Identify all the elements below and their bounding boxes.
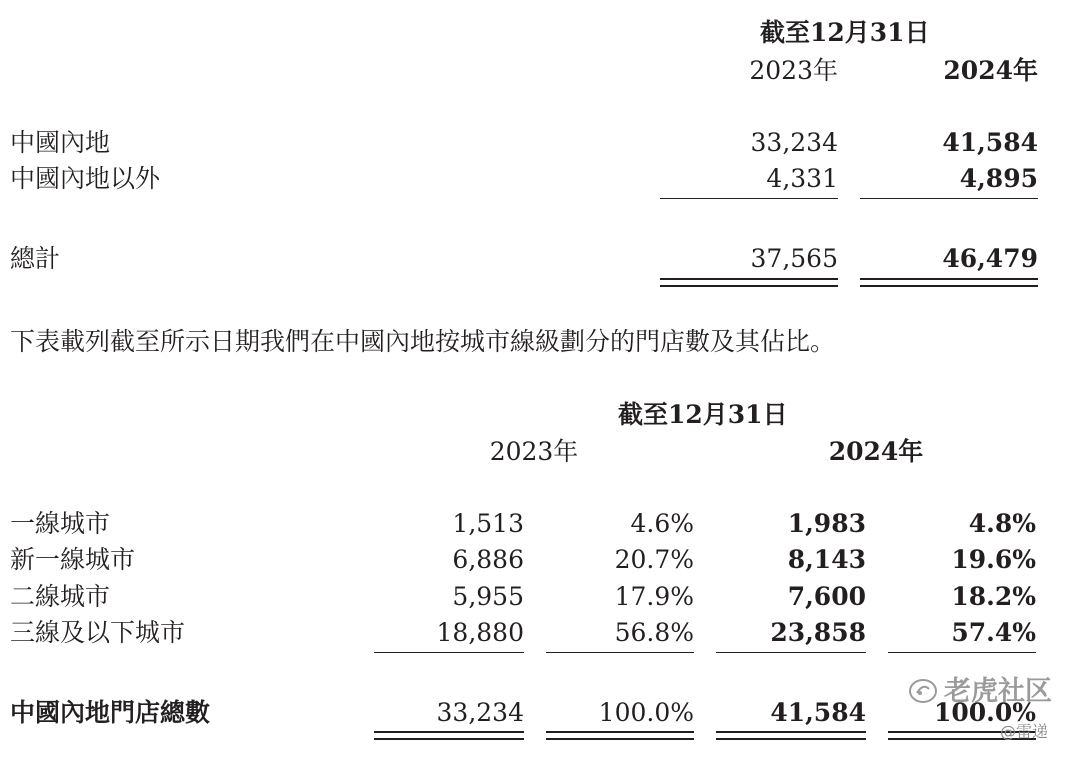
table2-row-label: 二線城市 [10, 582, 111, 611]
table1-cell-2024: 4,895 [959, 164, 1038, 193]
watermark-handle: @雷递 [1000, 722, 1049, 741]
table2-share-2023: 56.8% [614, 618, 694, 647]
table2-total-count-2024: 41,584 [770, 698, 866, 727]
table1-cell-2023: 4,331 [766, 164, 838, 193]
table1-total-double-rule-2024 [860, 278, 1038, 287]
table1-total-double-rule-2023 [660, 278, 838, 287]
intro-paragraph: 下表載列截至所示日期我們在中國內地按城市線級劃分的門店數及其佔比。 [10, 327, 836, 356]
table1-cell-2023: 33,234 [750, 128, 838, 157]
table1-total-label: 總計 [10, 244, 61, 273]
table2-count-2023: 18,880 [436, 618, 524, 647]
table2-total-double-rule [716, 731, 866, 740]
table2-share-2023: 17.9% [614, 582, 694, 611]
table2-subtotal-rule [716, 652, 866, 653]
table2-total-share-2024: 100.0% [933, 698, 1036, 727]
table1-period-header: 截至12月31日 [760, 18, 930, 47]
table1-total-2023: 37,565 [750, 244, 838, 273]
table1-subtotal-rule-2024 [860, 198, 1038, 199]
table2-total-count-2023: 33,234 [436, 698, 524, 727]
table2-total-share-2023: 100.0% [598, 698, 694, 727]
table2-count-2024: 7,600 [787, 582, 866, 611]
table2-count-2023: 5,955 [452, 582, 524, 611]
table1-row-label: 中國內地 [10, 128, 111, 157]
table2-year-2023: 2023年 [489, 437, 579, 466]
table2-count-2024: 23,858 [770, 618, 866, 647]
table2-row-label: 新一線城市 [10, 545, 136, 574]
table1-subtotal-rule-2023 [660, 198, 838, 199]
table1-row-label: 中國內地以外 [10, 164, 161, 193]
table2-count-2024: 1,983 [787, 509, 866, 538]
table2-period-header: 截至12月31日 [618, 400, 788, 429]
table2-total-double-rule [374, 731, 524, 740]
table2-share-2023: 4.6% [630, 509, 694, 538]
table2-share-2024: 4.8% [968, 509, 1036, 538]
table2-row-label: 一線城市 [10, 509, 111, 538]
table2-row-label: 三線及以下城市 [10, 618, 186, 647]
table2-share-2024: 19.6% [951, 545, 1036, 574]
table1-cell-2024: 41,584 [942, 128, 1038, 157]
table1-year-2023: 2023年 [749, 56, 838, 85]
watermark-text: 老虎社区 [944, 676, 1052, 707]
table2-subtotal-rule [374, 652, 524, 653]
table2-subtotal-rule [888, 652, 1036, 653]
table2-total-label: 中國內地門店總數 [10, 698, 211, 727]
table2-share-2024: 18.2% [951, 582, 1036, 611]
table1-total-2024: 46,479 [942, 244, 1038, 273]
table2-share-2023: 20.7% [614, 545, 694, 574]
table2-count-2023: 6,886 [452, 545, 524, 574]
table2-share-2024: 57.4% [951, 618, 1036, 647]
table2-count-2024: 8,143 [787, 545, 866, 574]
table2-year-2024: 2024年 [828, 437, 924, 466]
table2-count-2023: 1,513 [452, 509, 524, 538]
table2-subtotal-rule [546, 652, 694, 653]
watermark-logo-icon [908, 678, 938, 704]
table1-year-2024: 2024年 [943, 56, 1038, 85]
table2-total-double-rule [546, 731, 694, 740]
